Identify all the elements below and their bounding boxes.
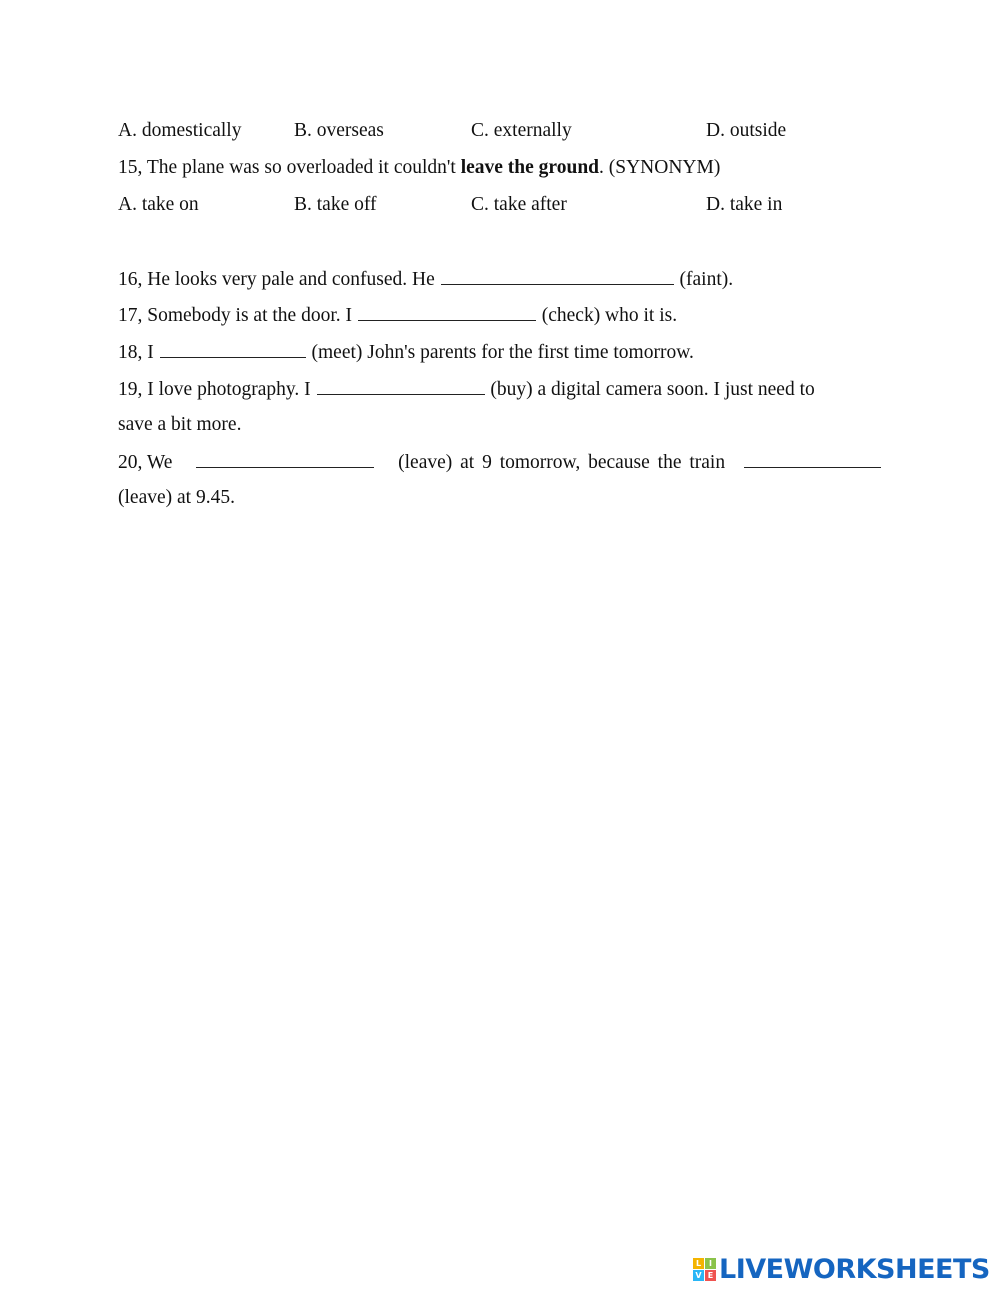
liveworksheets-logo-text: LIVEWORKSHEETS [719,1253,990,1285]
q15-bold-phrase: leave the ground [460,157,600,178]
q16-text-before: 16, He looks very pale and confused. He [118,269,435,290]
q20-question [118,449,882,475]
logo-mark-letter: V [693,1270,704,1281]
q19-continuation [118,413,882,437]
q14-option-c[interactable]: C. externally [471,120,572,141]
q19-text-after: (buy) a digital camera soon. I just need to [490,379,815,400]
liveworksheets-logo-mark [693,1258,716,1281]
q17-text-after: (check) who it is. [541,305,678,326]
q15-suffix: . (SYNONYM) [599,157,721,178]
q20-answer-blank-2[interactable] [744,449,881,468]
q16-text-after: (faint). [679,269,734,290]
q16-answer-blank[interactable] [441,266,674,285]
q14-option-b[interactable]: B. overseas [294,120,384,141]
q20-text-mid: (leave) at 9 tomorrow, because the train [398,452,726,473]
liveworksheets-logo [693,1254,990,1284]
q17-question [118,302,882,328]
q18-text-before: 18, I [118,342,154,363]
q19-line2: save a bit more. [118,414,242,435]
q17-text-before: 17, Somebody is at the door. I [118,305,352,326]
logo-mark-letter: E [705,1270,716,1281]
q15-option-a[interactable]: A. take on [118,194,199,215]
q14-option-d[interactable]: D. outside [706,120,787,141]
q15-question [118,156,882,180]
q15-option-b[interactable]: B. take off [294,194,377,215]
q14-option-a[interactable]: A. domestically [118,120,242,141]
q20-continuation [118,486,882,510]
q15-option-d[interactable]: D. take in [706,194,783,215]
logo-mark-letter: L [693,1258,704,1269]
q15-option-c[interactable]: C. take after [471,194,567,215]
q16-question [118,266,882,292]
q18-question [118,339,882,365]
q19-text-before: 19, I love photography. I [118,379,311,400]
q18-text-after: (meet) John's parents for the first time tomorrow. [311,342,694,363]
q20-text-before: 20, We [118,452,173,473]
q17-answer-blank[interactable] [358,302,536,321]
q19-answer-blank[interactable] [317,376,485,395]
logo-mark-letter: I [705,1258,716,1269]
q20-answer-blank-1[interactable] [196,449,374,468]
q20-line2: (leave) at 9.45. [118,487,235,508]
q18-answer-blank[interactable] [160,339,306,358]
q19-question [118,376,882,402]
q15-prefix: 15, The plane was so overloaded it couldn't [118,157,461,178]
